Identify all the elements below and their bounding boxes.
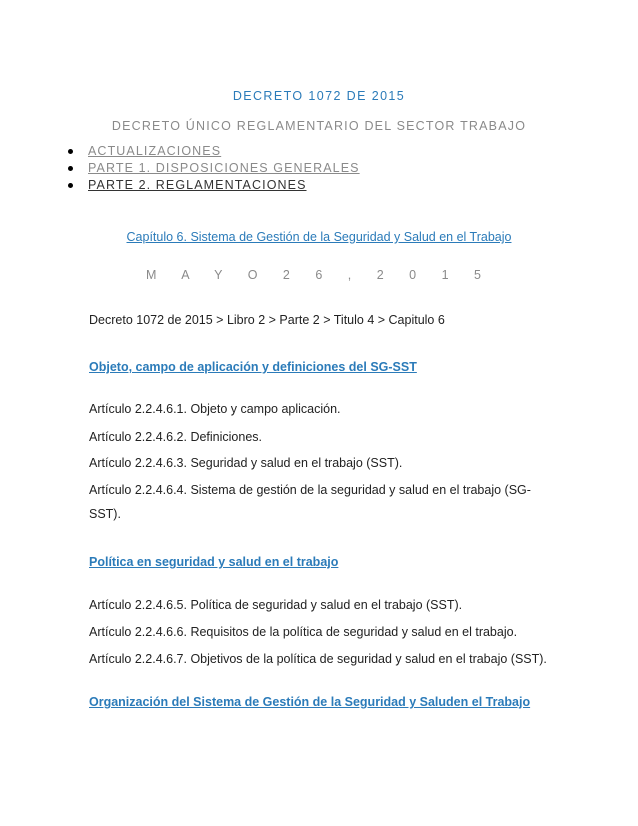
section-link-objeto[interactable]: Objeto, campo de aplicación y definiciones del SG-SST xyxy=(89,360,417,374)
article-item: Artículo 2.2.4.6.3. Seguridad y salud en el trabajo (SST). xyxy=(89,456,403,470)
breadcrumb: Decreto 1072 de 2015 > Libro 2 > Parte 2 > Titulo 4 > Capitulo 6 xyxy=(89,313,445,327)
nav-item-parte-2[interactable] xyxy=(64,177,360,194)
publication-date: M A Y O 2 6 , 2 0 1 5 xyxy=(146,268,492,282)
article-item: Artículo 2.2.4.6.7. Objetivos de la política de seguridad y salud en el trabajo (SST). xyxy=(89,652,547,666)
nav-link-label[interactable]: PARTE 1. DISPOSICIONES GENERALES xyxy=(88,161,360,175)
document-subtitle: DECRETO ÚNICO REGLAMENTARIO DEL SECTOR TRABAJO xyxy=(111,119,527,133)
nav-item-parte-1[interactable] xyxy=(64,160,360,177)
article-item: Artículo 2.2.4.6.2. Definiciones. xyxy=(89,430,263,444)
nav-link-label[interactable]: ACTUALIZACIONES xyxy=(88,144,222,158)
section-link-politica[interactable]: Política en seguridad y salud en el trabajo xyxy=(89,555,339,569)
bullet-icon xyxy=(68,149,73,154)
nav-list xyxy=(64,143,360,194)
article-item: Artículo 2.2.4.6.5. Política de seguridad y salud en el trabajo (SST). xyxy=(89,598,463,612)
bullet-icon xyxy=(68,166,73,171)
chapter-link[interactable]: Capítulo 6. Sistema de Gestión de la Seguridad y Salud en el Trabajo xyxy=(126,230,512,244)
section-link-organizacion[interactable]: Organización del Sistema de Gestión de la Seguridad y Saluden el Trabajo xyxy=(89,695,531,709)
article-item: Artículo 2.2.4.6.6. Requisitos de la política de seguridad y salud en el trabajo. xyxy=(89,625,518,639)
document-title: DECRETO 1072 DE 2015 xyxy=(232,89,406,103)
nav-item-actualizaciones[interactable] xyxy=(64,143,360,160)
article-item: Artículo 2.2.4.6.1. Objeto y campo aplicación. xyxy=(89,402,341,416)
article-item: Artículo 2.2.4.6.4. Sistema de gestión de la seguridad y salud en el trabajo (SG-SST). xyxy=(89,483,531,521)
nav-link-label[interactable]: PARTE 2. REGLAMENTACIONES xyxy=(88,178,307,192)
bullet-icon xyxy=(68,183,73,188)
